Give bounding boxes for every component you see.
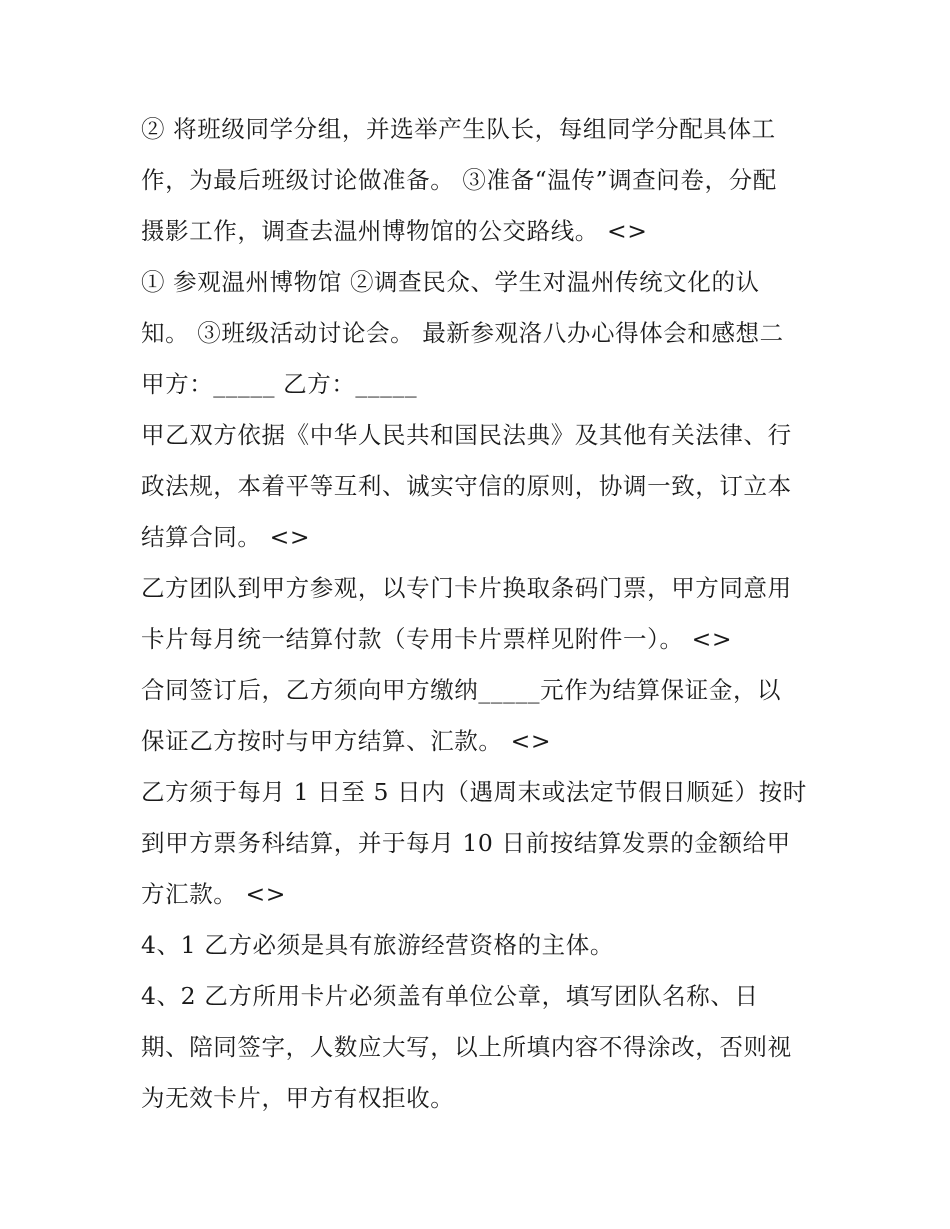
text-line: 4、1 乙方必须是具有旅游经营资格的主体。 [141,931,614,959]
text-line: ② 将班级同学分组，并选举产生队长，每组同学分配具体工 [141,115,776,143]
text-line: 卡片每月统一结算付款（专用卡片票样见附件一）。 <> [141,625,733,653]
text-line: 甲乙双方依据《中华人民共和国民法典》及其他有关法律、行 [141,421,792,449]
text-line: 4、2 乙方所用卡片必须盖有单位公章，填写团队名称、日 [141,982,759,1010]
text-line: 合同签订后，乙方须向甲方缴纳_____元作为结算保证金，以 [141,676,782,704]
document-body [141,104,821,1124]
text-line: ① 参观温州博物馆 ②调查民众、学生对温州传统文化的认 [141,268,760,296]
text-line: 乙方须于每月 1 日至 5 日内（遇周末或法定节假日顺延）按时 [141,778,807,806]
text-line: 保证乙方按时与甲方结算、汇款。 <> [141,727,552,755]
text-line: 到甲方票务科结算，并于每月 10 日前按结算发票的金额给甲 [141,829,791,857]
text-line: 为无效卡片，甲方有权拒收。 [141,1084,455,1112]
text-line: 政法规，本着平等互利、诚实守信的原则，协调一致，订立本 [141,472,792,500]
text-line: 结算合同。 <> [141,523,311,551]
text-line: 甲方：_____ 乙方：_____ [141,370,418,398]
text-line: 摄影工作，调查去温州博物馆的公交路线。 <> [141,217,648,245]
text-line: 知。 ③班级活动讨论会。 最新参观洛八办心得体会和感想二 [141,319,784,347]
text-line: 乙方团队到甲方参观，以专门卡片换取条码门票，甲方同意用 [141,574,792,602]
text-line: 方汇款。 <> [141,880,287,908]
text-line: 期、陪同签字，人数应大写，以上所填内容不得涂改，否则视 [141,1033,792,1061]
text-line: 作，为最后班级讨论做准备。 ③准备“温传”调查问卷，分配 [141,166,777,194]
